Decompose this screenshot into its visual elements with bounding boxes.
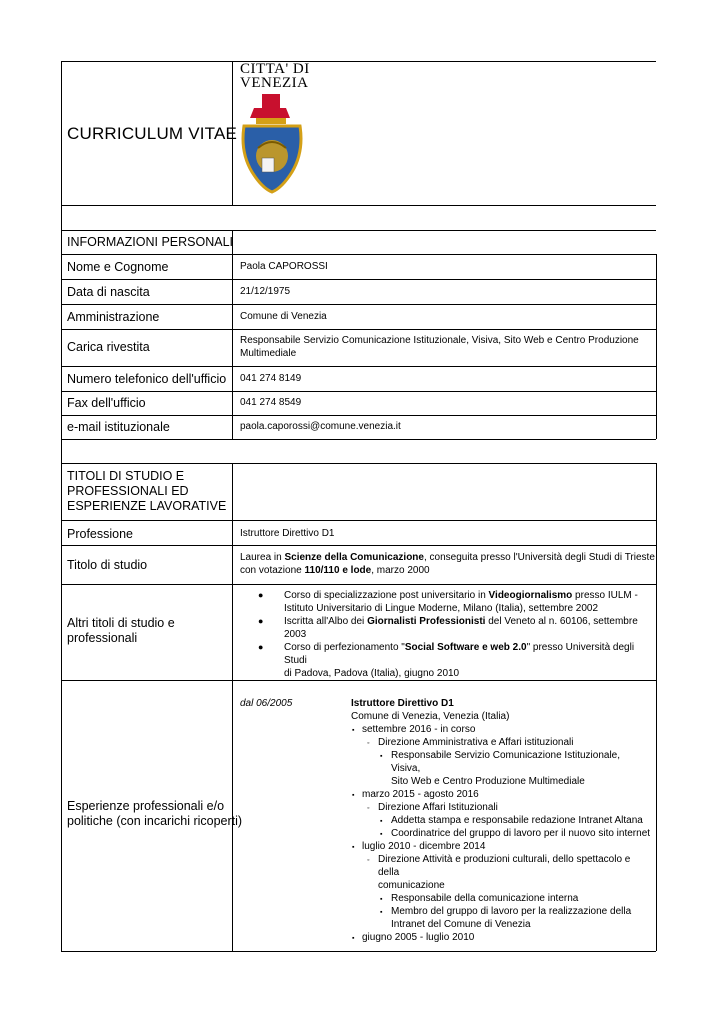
bullet-icon: ▪ bbox=[352, 792, 355, 799]
bullet-icon: ● bbox=[258, 590, 264, 600]
bullet-icon: ◦ bbox=[367, 740, 370, 747]
value-administration: Comune di Venezia bbox=[240, 311, 327, 322]
logo-text-line1: CITTA' DI bbox=[240, 61, 310, 77]
row-divider bbox=[61, 463, 656, 464]
section-titles-line1: TITOLI DI STUDIO E bbox=[67, 469, 185, 483]
value-degree bbox=[240, 551, 655, 577]
bullet-icon: ▪ bbox=[380, 909, 383, 916]
list-item-line2: Istituto Universitario di Lingue Moderne, Milano (Italia), settembre 2002 bbox=[284, 603, 599, 614]
text-run: Corso di specializzazione post universitario in bbox=[284, 590, 489, 601]
bullet-icon: ● bbox=[258, 642, 264, 652]
column-divider bbox=[232, 463, 233, 951]
list-item-text: Coordinatrice del gruppo di lavoro per il nuovo sito internet bbox=[391, 828, 651, 839]
text-run: Corso di perfezionamento " bbox=[284, 642, 405, 653]
list-item bbox=[351, 827, 651, 840]
list-item bbox=[351, 814, 651, 827]
list-item-text: Sito Web e Centro Produzione Multimediale bbox=[391, 776, 585, 787]
list-item bbox=[351, 892, 651, 905]
venice-crest-icon bbox=[240, 92, 306, 194]
row-divider bbox=[61, 951, 656, 952]
list-item-line1 bbox=[264, 589, 659, 602]
section-personal-info: INFORMAZIONI PERSONALI bbox=[67, 235, 233, 249]
row-divider bbox=[61, 439, 656, 440]
section-titles bbox=[67, 469, 226, 514]
list-item-text: giugno 2005 - luglio 2010 bbox=[362, 932, 475, 943]
text-run: del Veneto al n. 60106, settembre bbox=[485, 616, 638, 627]
list-item-continuation bbox=[351, 918, 651, 931]
list-item-text: Addetta stampa e responsabile redazione Intranet Altana bbox=[391, 815, 643, 826]
experience-body bbox=[351, 697, 651, 944]
value-name: Paola CAPOROSSI bbox=[240, 261, 328, 272]
list-item bbox=[351, 788, 651, 801]
column-divider bbox=[232, 230, 233, 439]
row-divider bbox=[61, 584, 656, 585]
list-item-text: marzo 2015 - agosto 2016 bbox=[362, 789, 479, 800]
text-run: " presso Università degli Studi bbox=[284, 642, 635, 666]
text-run: , marzo 2000 bbox=[371, 565, 430, 576]
bullet-icon: ▪ bbox=[352, 844, 355, 851]
experience-employer: Comune di Venezia, Venezia (Italia) bbox=[351, 711, 510, 722]
text-run-bold: Giornalisti Professionisti bbox=[367, 616, 486, 627]
list-item-line2: di Padova, Padova (Italia), giugno 2010 bbox=[284, 668, 460, 679]
label-degree: Titolo di studio bbox=[67, 558, 148, 572]
text-run-bold: Scienze della Comunicazione bbox=[284, 552, 424, 563]
label-name: Nome e Cognome bbox=[67, 260, 169, 274]
list-item bbox=[240, 641, 659, 680]
row-divider bbox=[61, 366, 656, 367]
list-item bbox=[351, 749, 651, 775]
text-run: presso IULM - bbox=[572, 590, 638, 601]
section-titles-line2: PROFESSIONALI ED bbox=[67, 484, 189, 498]
list-item-text: Direzione Amministrativa e Affari istituzionali bbox=[378, 737, 574, 748]
text-run-bold: Social Software e web 2.0 bbox=[404, 642, 527, 653]
other-titles-list bbox=[240, 589, 659, 680]
bullet-icon: ▪ bbox=[380, 753, 383, 760]
row-divider bbox=[61, 279, 656, 280]
value-degree-line2 bbox=[240, 564, 655, 577]
section-titles-line3: ESPERIENZE LAVORATIVE bbox=[67, 499, 227, 513]
row-divider bbox=[61, 520, 656, 521]
row-divider bbox=[61, 391, 656, 392]
list-item-text: Responsabile della comunicazione interna bbox=[391, 893, 579, 904]
bullet-icon: ▪ bbox=[352, 727, 355, 734]
text-run: Iscritta all'Albo dei bbox=[284, 616, 368, 627]
text-run: con votazione bbox=[240, 565, 305, 576]
row-divider bbox=[61, 230, 656, 231]
text-run: Laurea in bbox=[240, 552, 285, 563]
row-divider bbox=[61, 415, 656, 416]
label-birthdate: Data di nascita bbox=[67, 285, 150, 299]
label-office-fax: Fax dell'ufficio bbox=[67, 396, 146, 410]
bullet-icon: ▪ bbox=[380, 896, 383, 903]
row-divider bbox=[61, 680, 656, 681]
row-divider bbox=[61, 304, 656, 305]
list-item bbox=[351, 853, 651, 879]
text-run: , conseguita presso l'Università degli Studi di Trieste bbox=[423, 552, 655, 563]
bullet-icon: ◦ bbox=[367, 857, 370, 864]
list-item-text: Intranet del Comune di Venezia bbox=[391, 919, 531, 930]
bullet-icon: ◦ bbox=[367, 805, 370, 812]
list-item-text: settembre 2016 - in corso bbox=[362, 724, 476, 735]
list-item-text: Responsabile Servizio Comunicazione Istituzionale, Visiva, bbox=[391, 750, 621, 774]
list-item-line1 bbox=[264, 641, 659, 667]
bullet-icon: ● bbox=[258, 616, 264, 626]
value-position-line1: Responsabile Servizio Comunicazione Istituzionale, Visiva, Sito Web e Centro Produzione bbox=[240, 335, 639, 346]
label-administration: Amministrazione bbox=[67, 310, 160, 324]
list-item-text: Direzione Attività e produzioni culturali, dello spettacolo e della bbox=[378, 854, 631, 878]
list-item-continuation bbox=[351, 879, 651, 892]
value-profession: Istruttore Direttivo D1 bbox=[240, 528, 335, 539]
label-office-phone: Numero telefonico dell'ufficio bbox=[67, 372, 227, 386]
value-birthdate: 21/12/1975 bbox=[240, 286, 291, 297]
row-divider bbox=[61, 329, 656, 330]
list-item bbox=[351, 801, 651, 814]
value-office-fax: 041 274 8549 bbox=[240, 397, 302, 408]
value-position bbox=[240, 334, 639, 360]
value-office-phone: 041 274 8149 bbox=[240, 373, 302, 384]
label-profession: Professione bbox=[67, 527, 134, 541]
list-item-continuation bbox=[351, 775, 651, 788]
experience-date: dal 06/2005 bbox=[240, 698, 293, 709]
label-experience-line2: politiche (con incarichi ricoperti) bbox=[67, 814, 243, 828]
list-item bbox=[351, 905, 651, 918]
list-item bbox=[240, 615, 659, 641]
list-item-text: Direzione Affari Istituzionali bbox=[378, 802, 498, 813]
value-position-line2: Multimediale bbox=[240, 348, 297, 359]
city-logo bbox=[240, 62, 310, 194]
list-item bbox=[351, 840, 651, 853]
label-position: Carica rivestita bbox=[67, 340, 150, 354]
list-item bbox=[351, 931, 651, 944]
list-item bbox=[351, 736, 651, 749]
list-item bbox=[351, 723, 651, 736]
bullet-icon: ▪ bbox=[352, 935, 355, 942]
list-item-text: luglio 2010 - dicembre 2014 bbox=[362, 841, 486, 852]
column-divider bbox=[656, 463, 657, 951]
list-item-text: Membro del gruppo di lavoro per la realizzazione della bbox=[391, 906, 632, 917]
label-experience bbox=[67, 799, 242, 829]
bullet-icon: ▪ bbox=[380, 831, 383, 838]
label-other-titles-line1: Altri titoli di studio e bbox=[67, 616, 175, 630]
experience-role: Istruttore Direttivo D1 bbox=[351, 698, 454, 709]
label-other-titles bbox=[67, 616, 175, 646]
row-divider bbox=[61, 61, 656, 62]
list-item bbox=[240, 589, 659, 615]
label-other-titles-line2: professionali bbox=[67, 631, 138, 645]
row-divider bbox=[61, 205, 656, 206]
list-item-text: comunicazione bbox=[378, 880, 445, 891]
row-divider bbox=[61, 545, 656, 546]
text-run-bold: 110/110 e lode bbox=[304, 565, 372, 576]
label-experience-line1: Esperienze professionali e/o bbox=[67, 799, 225, 813]
row-divider bbox=[61, 254, 656, 255]
page-title: CURRICULUM VITAE bbox=[67, 124, 238, 143]
column-divider bbox=[656, 254, 657, 439]
value-degree-line1 bbox=[240, 551, 655, 564]
bullet-icon: ▪ bbox=[380, 818, 383, 825]
value-email[interactable]: paola.caporossi@comune.venezia.it bbox=[240, 421, 401, 432]
text-run-bold: Videogiornalismo bbox=[488, 590, 573, 601]
list-item-line1 bbox=[264, 615, 659, 628]
label-email: e-mail istituzionale bbox=[67, 420, 170, 434]
list-item-line2: 2003 bbox=[284, 629, 307, 640]
logo-text-line2: VENEZIA bbox=[240, 75, 309, 91]
